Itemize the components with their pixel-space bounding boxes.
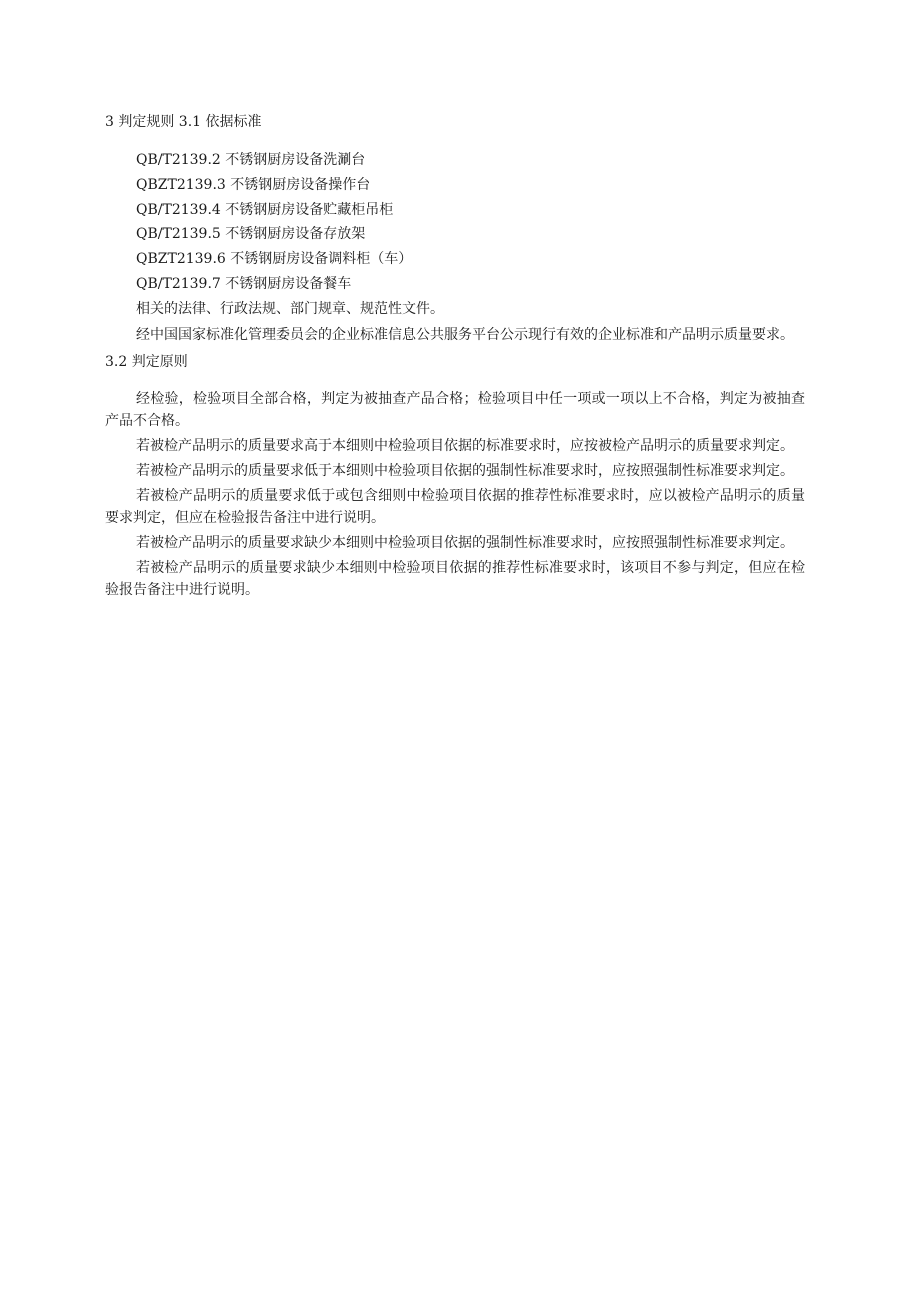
standard-item: QBZT2139.3 不锈钢厨房设备操作台 <box>136 176 371 193</box>
standard-item: QB/T2139.7 不锈钢厨房设备餐车 <box>136 275 352 292</box>
principle-paragraph: 若被检产品明示的质量要求缺少本细则中检验项目依据的推荐性标准要求时，该项目不参与判定，但应在检验报告备注中进行说明。 <box>105 559 805 598</box>
principle-paragraph: 若被检产品明示的质量要求低于或包含细则中检验项目依据的推荐性标准要求时，应以被检产品明示的质量要求判定，但应在检验报告备注中进行说明。 <box>105 487 805 526</box>
principle-paragraph: 若被检产品明示的质量要求缺少本细则中检验项目依据的强制性标准要求时，应按照强制性标准要求判定。 <box>136 534 794 551</box>
standards-list <box>105 148 805 322</box>
enterprise-standard-note: 经中国国家标准化管理委员会的企业标准信息公共服务平台公示现行有效的企业标准和产品明示质量要求。 <box>136 326 794 343</box>
document-page <box>105 112 805 604</box>
standard-item: QB/T2139.2 不锈钢厨房设备洗涮台 <box>136 152 366 168</box>
principle-paragraph: 若被检产品明示的质量要求低于本细则中检验项目依据的强制性标准要求时，应按照强制性标准要求判定。 <box>136 462 794 479</box>
standard-item: QB/T2139.5 不锈钢厨房设备存放架 <box>136 226 366 243</box>
legal-note: 相关的法律、行政法规、部门规章、规范性文件。 <box>136 300 444 317</box>
standard-item: QBZT2139.6 不锈钢厨房设备调料柜（车） <box>136 251 413 268</box>
principle-paragraph: 若被检产品明示的质量要求高于本细则中检验项目依据的标准要求时，应按被检产品明示的质量要求判定。 <box>136 437 794 454</box>
standard-item: QB/T2139.4 不锈钢厨房设备贮藏柜吊柜 <box>136 201 394 218</box>
principle-paragraph: 经检验，检验项目全部合格，判定为被抽查产品合格；检验项目中任一项或一项以上不合格，判定为被抽查产品不合格。 <box>105 390 805 429</box>
section-3-heading: 3 判定规则 3.1 依据标准 <box>105 114 262 130</box>
section-3-2-heading: 3.2 判定原则 <box>105 353 188 370</box>
